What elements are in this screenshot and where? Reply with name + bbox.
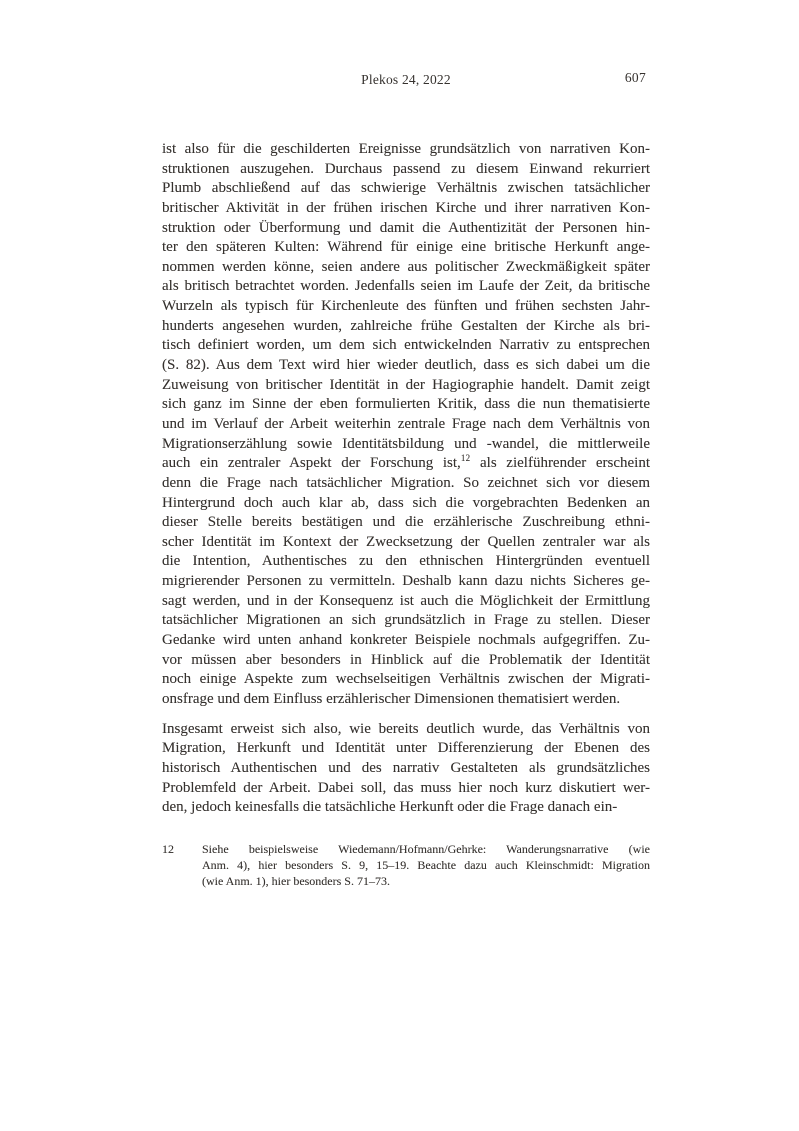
footnote-ref-12: 12 (460, 454, 471, 464)
text-line: Plumb abschließend auf das schwierige Verhältnis zwischen tatsächlicher (162, 180, 650, 197)
text-line: hunderts angesehen wurden, zahlreiche frühe Gestalten der Kirche als bri- (162, 317, 650, 334)
text-line: dieser Stelle bereits bestätigen und die erzählerische Zuschreibung ethni- (162, 514, 650, 531)
footnote-12 (162, 841, 650, 890)
text-line: sagt werden, und in der Konsequenz ist auch die Möglichkeit der Ermittlung (162, 592, 650, 609)
text-line: scher Identität im Kontext der Zwecksetzung der Quellen zentraler war als (162, 533, 650, 550)
text-line: Insgesamt erweist sich also, wie bereits deutlich wurde, das Verhältnis von (162, 720, 650, 737)
text-line: Problemfeld der Arbeit. Dabei soll, das muss hier noch kurz diskutiert wer- (162, 779, 650, 796)
text-line: den, jedoch keinesfalls die tatsächliche Herkunft oder die Frage danach ein- (162, 799, 618, 816)
text-line: nommen werden könne, seien andere aus politischer Zweckmäßigkeit später (162, 258, 650, 275)
paragraph-1-lines-before-ref (162, 140, 650, 454)
paragraph-2-lines (162, 720, 650, 818)
body-text (162, 140, 650, 818)
text-line: Gedanke wird unten anhand konkreter Beispiele nochmals aufgegriffen. Zu- (162, 632, 650, 649)
page-number: 607 (624, 70, 646, 85)
journal-title: Plekos 24, 2022 (361, 72, 451, 87)
text-line: vor müssen aber besonders in Hinblick auf die Problematik der Identität (162, 651, 650, 668)
text-line: denn die Frage nach tatsächlicher Migration. So zeichnet sich vor diesem (162, 474, 650, 491)
text-line: (S. 82). Aus dem Text wird hier wieder deutlich, dass es sich dabei um die (162, 357, 650, 374)
text-run: als zielführender erscheint (470, 455, 650, 472)
footnote-number: 12 (162, 842, 174, 856)
text-line: tatsächlicher Migrationen an sich grundsätzlich in Frage zu stellen. Dieser (162, 612, 650, 629)
running-header (162, 72, 650, 90)
text-line: Zuweisung von britischer Identität in der Hagiographie handelt. Damit zeigt (162, 376, 650, 393)
text-line: Hintergrund doch auch klar ab, dass sich die vorgebrachten Bedenken an (162, 494, 650, 511)
text-line-with-footnote-ref (162, 454, 650, 474)
text-line: noch einige Aspekte zum wechselseitigen Verhältnis zwischen der Migrati- (162, 671, 650, 688)
text-line: Wurzeln als typisch für Kirchenleute des fünften und frühen sechsten Jahr- (162, 298, 650, 315)
text-line: tisch definiert worden, um dem sich entwickelnden Narrativ zu entsprechen (162, 337, 650, 354)
paragraph-2 (162, 720, 650, 818)
text-line: migrierender Personen zu vermitteln. Deshalb kann dazu nichts Sicheres ge- (162, 573, 650, 590)
footnote-text (202, 841, 650, 890)
text-line: ter den späteren Kulten: Während für einige eine britische Herkunft ange- (162, 239, 650, 256)
text-line: Siehe beispielsweise Wiedemann/Hofmann/Gehrke: Wanderungsnarrative (wie (202, 842, 650, 856)
paragraph-1-lines-after-ref (162, 474, 650, 710)
text-line: Anm. 4), hier besonders S. 9, 15–19. Beachte dazu auch Kleinschmidt: Migration (202, 858, 650, 873)
paragraph-1 (162, 140, 650, 710)
text-line: historisch Authentischen und des narrativ Gestalteten als grundsätzliches (162, 759, 650, 776)
text-line: und im Verlauf der Arbeit weiterhin zentrale Frage nach dem Verhältnis von (162, 415, 650, 432)
text-line: ist also für die geschilderten Ereignisse grundsätzlich von narrativen Kon- (162, 141, 650, 157)
text-line: die Intention, Authentisches zu den ethnischen Hintergründen eventuell (162, 553, 650, 570)
text-run: auch ein zentraler Aspekt der Forschung ist, (162, 455, 461, 472)
text-line: britischer Aktivität in der frühen irischen Kirche und ihrer narrativen Kon- (162, 199, 650, 216)
text-line: sich ganz im Sinne der eben formulierten Kritik, dass die nun thematisierte (162, 396, 650, 413)
text-line: Migration, Herkunft und Identität unter Differenzierung der Ebenen des (162, 740, 650, 757)
text-line: als britisch betrachtet worden. Jedenfalls seien im Laufe der Zeit, da britische (162, 278, 650, 295)
text-line: struktion oder Überformung und damit die Authentizität der Personen hin- (162, 219, 650, 236)
text-line: Migrationserzählung sowie Identitätsbildung und -wandel, die mittlerweile (162, 435, 650, 452)
text-line: (wie Anm. 1), hier besonders S. 71–73. (202, 874, 390, 889)
text-line: struktionen auszugehen. Durchaus passend zu diesem Einwand rekurriert (162, 160, 650, 177)
text-line: onsfrage und dem Einfluss erzählerischer Dimensionen thematisiert werden. (162, 690, 621, 707)
